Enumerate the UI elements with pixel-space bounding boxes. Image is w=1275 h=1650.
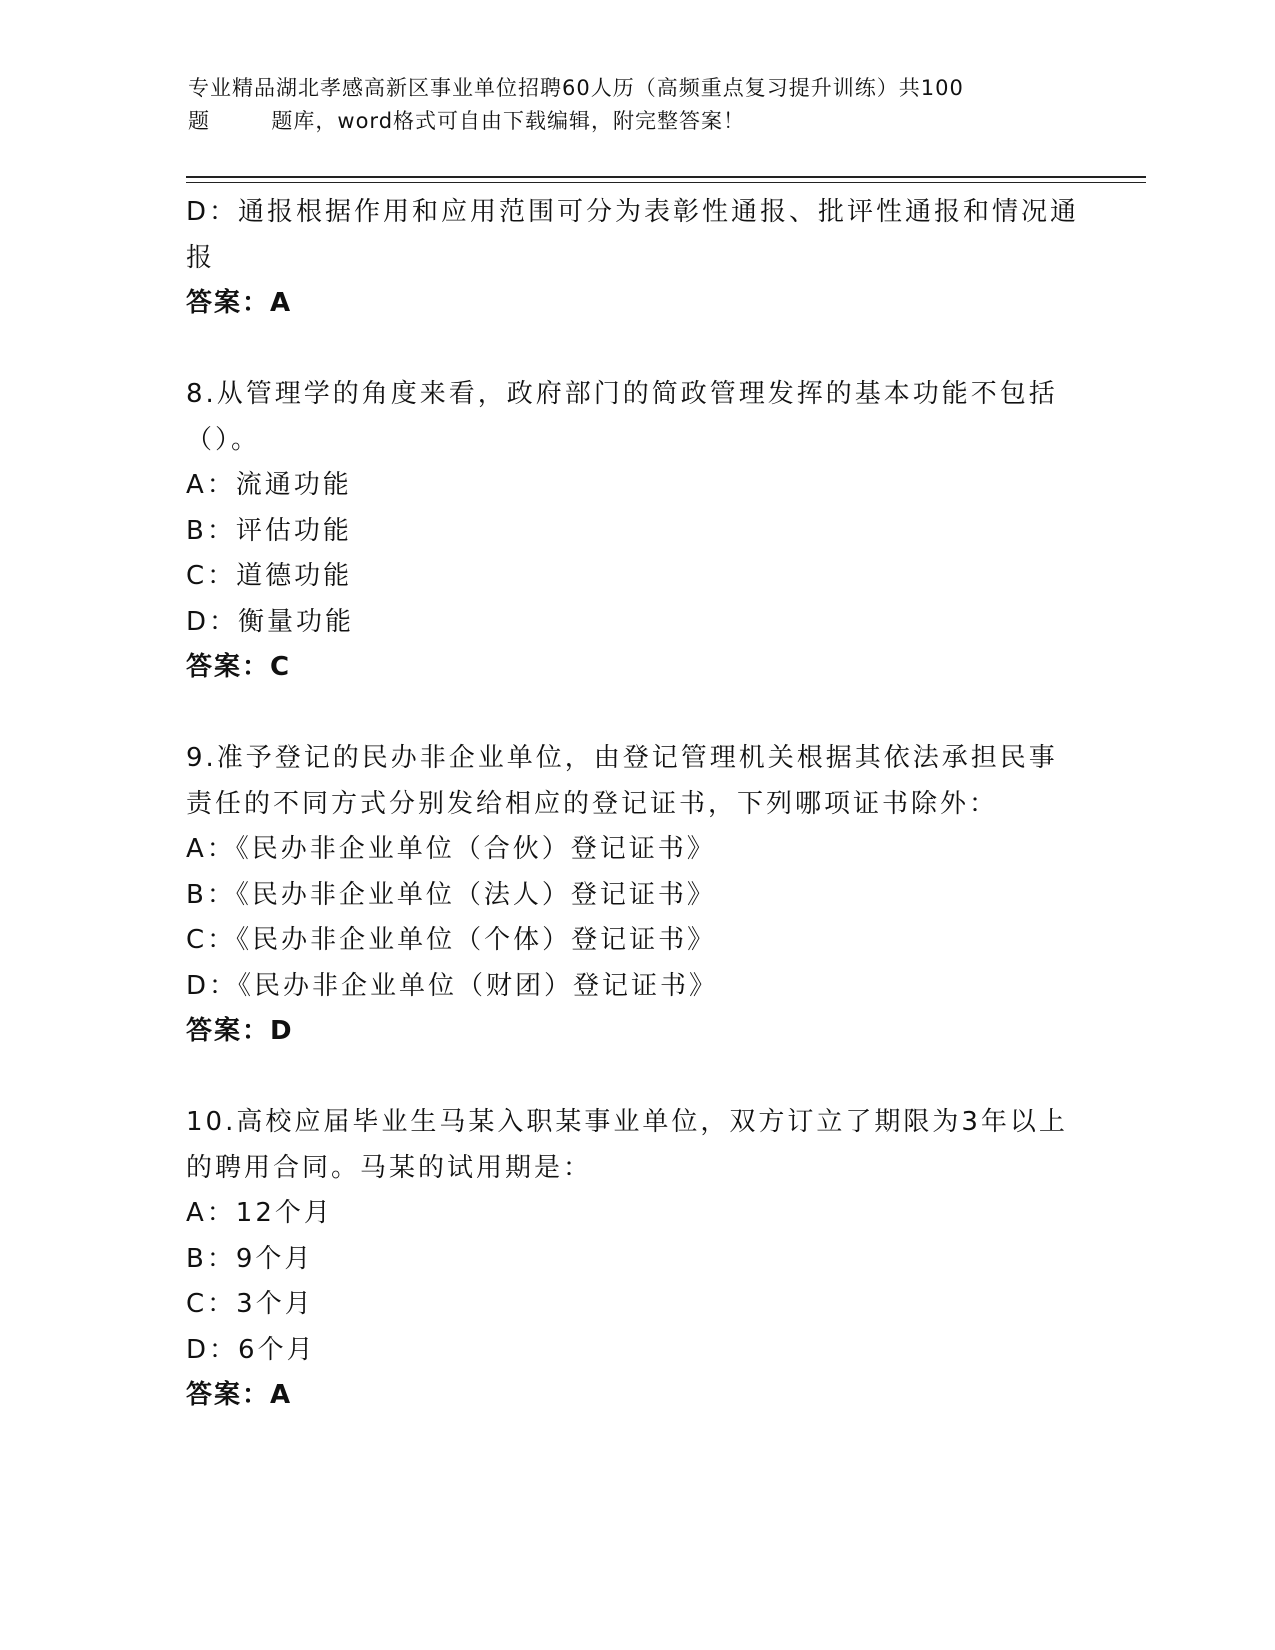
- prev-answer: 答案：A: [186, 288, 293, 318]
- option-d: D：《民办非企业单位（财团）登记证书》: [186, 970, 719, 1001]
- option-b: B：9个月: [186, 1243, 314, 1274]
- option-c: C：《民办非企业单位（个体）登记证书》: [186, 925, 717, 955]
- header-rule-thin: [186, 182, 1146, 183]
- question-8: [186, 372, 1086, 691]
- question-stem-cont: 责任的不同方式分别发给相应的登记证书，下列哪项证书除外：: [186, 788, 999, 819]
- option-d: D：衡量功能: [186, 606, 355, 637]
- answer: 答案：D: [186, 1016, 294, 1046]
- header-line-1: 专业精品湖北孝感高新区事业单位招聘60人历（高频重点复习提升训练）共100: [188, 76, 964, 100]
- header-rule-thick: [186, 176, 1146, 178]
- question-10: [186, 1100, 1086, 1419]
- question-stem-cont: 的聘用合同。马某的试用期是：: [186, 1152, 593, 1183]
- option-d: D：6个月: [186, 1334, 316, 1365]
- question-content: [186, 190, 1086, 1419]
- option-a: A：12个月: [186, 1198, 333, 1228]
- question-9: [186, 736, 1086, 1055]
- answer: 答案：A: [186, 1380, 293, 1410]
- prev-option-d-line-2: 报: [186, 242, 216, 273]
- document-header: [188, 72, 1068, 138]
- option-b: B：《民办非企业单位（法人）登记证书》: [186, 879, 716, 910]
- option-b: B：评估功能: [186, 515, 352, 546]
- question-stem: 10.高校应届毕业生马某入职某事业单位，双方订立了期限为3年以上: [186, 1107, 1068, 1137]
- option-c: C：道德功能: [186, 561, 353, 591]
- option-c: C：3个月: [186, 1289, 314, 1319]
- answer: 答案：C: [186, 652, 292, 682]
- option-a: A：流通功能: [186, 470, 352, 500]
- question-stem: 9.准予登记的民办非企业单位，由登记管理机关根据其依法承担民事: [186, 743, 1058, 773]
- question-stem: 8.从管理学的角度来看，政府部门的简政管理发挥的基本功能不包括: [186, 379, 1058, 409]
- option-a: A：《民办非企业单位（合伙）登记证书》: [186, 834, 716, 864]
- question-stem-cont: （）。: [186, 424, 261, 455]
- header-line-2: 题 题库，word格式可自由下载编辑，附完整答案！: [188, 109, 746, 133]
- prev-option-d-line-1: D：通报根据作用和应用范围可分为表彰性通报、批评性通报和情况通: [186, 197, 1080, 227]
